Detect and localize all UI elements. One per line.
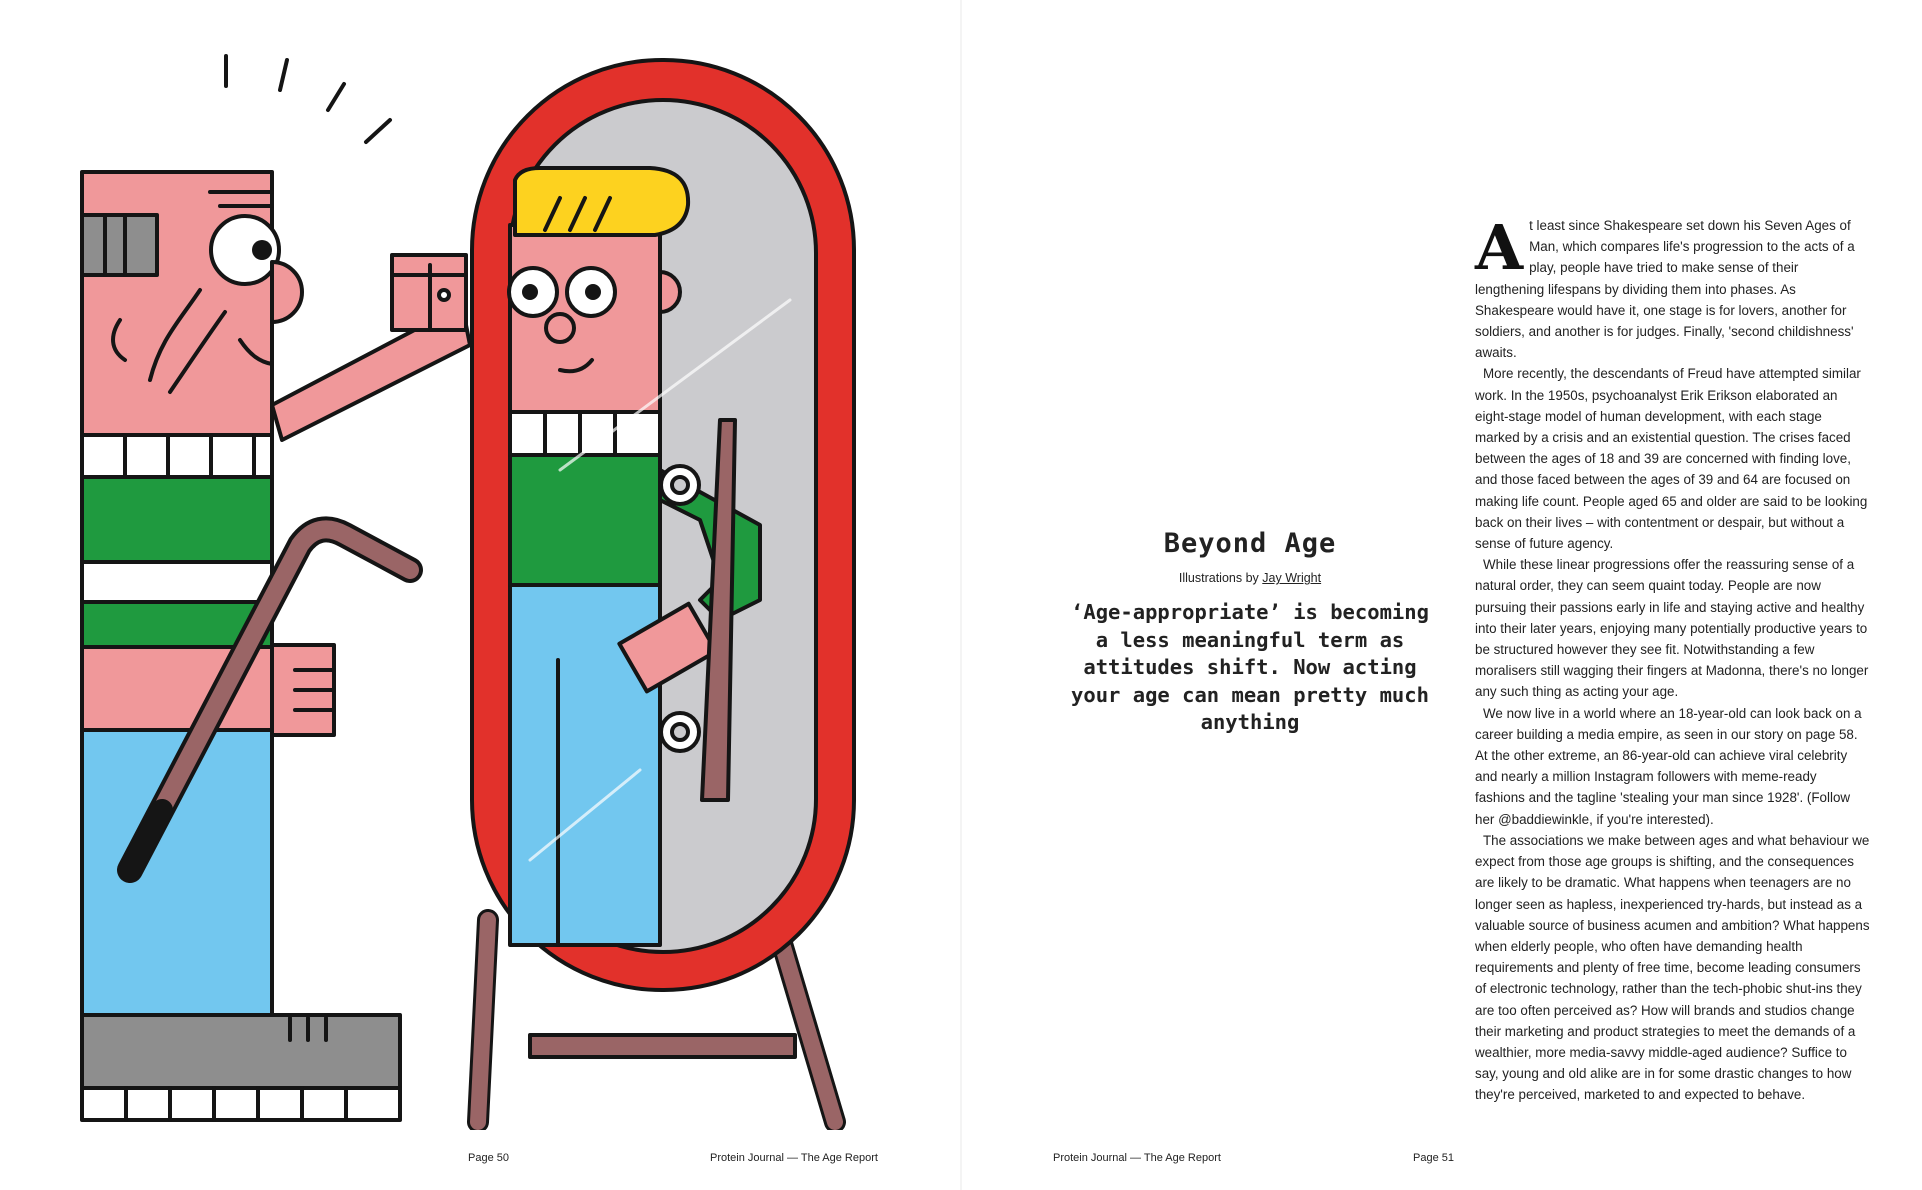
article-title: Beyond Age xyxy=(1163,528,1337,559)
standfirst: ‘Age-appropriate’ is becoming a less meaningful term as attitudes shift. Now acting your age can mean pretty much anything xyxy=(1071,600,1429,734)
young-head xyxy=(510,225,660,412)
paragraph: We now live in a world where an 18-year-old can look back on a career building a media empire, as seen in our story on page 58. At the other extreme, an 86-year-old can achieve viral celebrity and nearly a million Instagram followers with meme-ready fashions and the tagline 'stealing your man since 1928'. (Follow her @baddiewinkle, if you're interested). xyxy=(1475,705,1862,827)
old-man-head xyxy=(82,172,272,435)
old-man-nose xyxy=(272,262,302,322)
old-man-hair xyxy=(82,215,157,275)
page-gutter xyxy=(960,0,962,1190)
page-number-right: Page 51 xyxy=(1413,1152,1454,1164)
paragraph: While these linear progressions offer the reassuring sense of a natural order, they can seem quaint today. People are now pursuing their passions early in life and staying active and healthy into their later years, enjoying many potentially productive years to be structured however they see fit. Notwithstanding a few moralisers still wagging their fingers at Madonna, there's no longer any such thing as acting your age. xyxy=(1475,557,1869,700)
surprise-mark xyxy=(328,84,344,110)
old-man-shoe-sole xyxy=(82,1088,400,1120)
mirror-illustration xyxy=(60,40,880,1130)
drop-cap: A xyxy=(1475,211,1524,284)
paragraph: More recently, the descendants of Freud have attempted similar work. In the 1950s, psychoanalyst Erik Erikson elaborated an eight-stage model of human development, with each stage marked by a crisis and an existential question. The crises faced between the ages of 18 and 39 are concerned with finding love, and those faced between the ages of 39 and 64 are focused on making life count. People aged 65 and older are said to be looking back on their lives – with contentment or despair, but without a sense of future agency. xyxy=(1475,366,1868,552)
young-collar xyxy=(510,412,660,455)
young-hair xyxy=(515,168,688,235)
old-man-shoe xyxy=(82,1015,400,1088)
illustrator-link[interactable]: Jay Wright xyxy=(1262,571,1322,585)
paragraph: The associations we make between ages and what behaviour we expect from those age groups is shifting, and the consequences are likely to be dramatic. What happens when teenagers are no longer seen as hapless, inexperienced try-hards, but instead as a valuable source of business acumen and ambition? What happens when elderly people, who often have demanding health requirements and plenty of free time, become leading consumers of electronic technology, rather than the tech-phobic shut-ins they are too often perceived as? How will brands and studios change their marketing and product strategies to meet the demands of a wealthier, more media-savvy middle-aged audience? Suffice to say, young and old alike are in for some drastic changes to how they're perceived, marketed to and expected to behave. xyxy=(1475,832,1870,1103)
old-man-collar xyxy=(82,435,272,477)
old-man-shirt xyxy=(82,477,272,562)
page-number-left: Page 50 xyxy=(468,1152,509,1164)
running-footer-left: Protein Journal — The Age Report xyxy=(710,1152,878,1164)
running-footer-right: Protein Journal — The Age Report xyxy=(1053,1152,1221,1164)
surprise-mark xyxy=(366,120,390,142)
illustration-credit xyxy=(1060,571,1440,585)
article-title-block xyxy=(1060,528,1440,737)
paragraph: t least since Shakespeare set down his Seven Ages of Man, which compares life's progression to the acts of a play, people have tried to make sense of their lengthening lifespans by dividing them into phases. As Shakespeare would have it, one stage is for lovers, another for soldiers, and another is for judges. Finally, 'second childishness' awaits. xyxy=(1475,218,1855,361)
mirror-crossbar xyxy=(530,1035,795,1057)
credit-prefix: Illustrations by xyxy=(1178,571,1259,585)
surprise-mark xyxy=(280,60,287,90)
article-body xyxy=(1475,211,1870,1106)
young-shirt xyxy=(510,455,660,585)
